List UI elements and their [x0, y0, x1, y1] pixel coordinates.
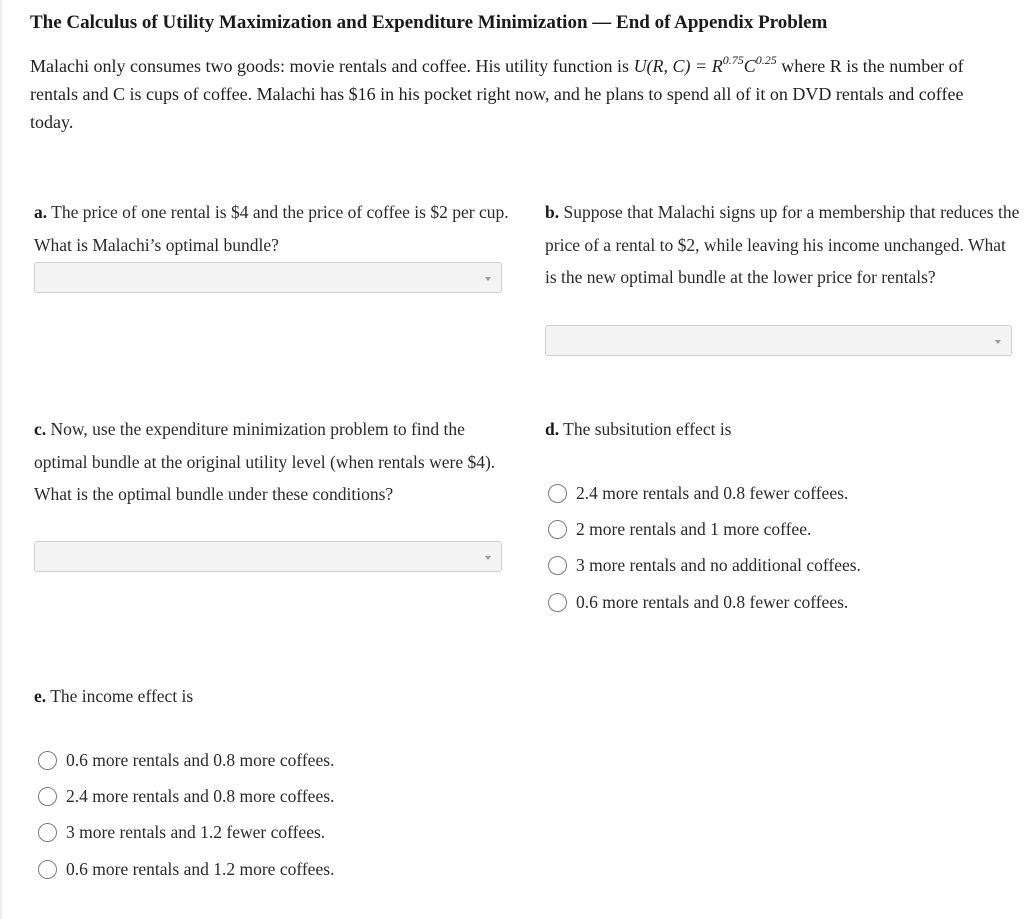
question-b-text: Suppose that Malachi signs up for a membership that reduces the price of a rental to $2, while leaving his income unchanged. What is the new optimal bundle at the lower price for rentals? — [545, 202, 1020, 287]
option-d-1[interactable] — [548, 475, 861, 511]
formula-lhs: U(R, C) = — [633, 56, 712, 76]
option-label: 3 more rentals and no additional coffees. — [576, 555, 861, 576]
radio-button[interactable] — [548, 556, 567, 575]
option-label: 2.4 more rentals and 0.8 fewer coffees. — [576, 482, 849, 503]
option-label: 2 more rentals and 1 more coffee. — [576, 518, 812, 539]
intro-text-1: Malachi only consumes two goods: movie rentals and coffee. His utility function is — [30, 56, 634, 76]
question-d — [545, 413, 1015, 446]
formula-r: R — [711, 56, 723, 76]
option-label: 2.4 more rentals and 0.8 more coffees. — [66, 785, 335, 806]
intro-text-2: where R is the number of rentals and C is cups of coffee. Malachi has $16 in his pocket right now, and he plans to spend all of it on DVD rentals and coffee today. — [30, 56, 964, 132]
question-b-label: b. — [545, 202, 560, 222]
option-label: 0.6 more rentals and 1.2 more coffees. — [66, 858, 335, 879]
radio-button[interactable] — [548, 484, 567, 503]
page-title: The Calculus of Utility Maximization and Expenditure Minimization — End of Appendix Problem — [30, 12, 828, 33]
option-e-2[interactable] — [38, 778, 334, 814]
chevron-down-icon — [485, 556, 491, 560]
answer-c-dropdown[interactable] — [34, 541, 502, 572]
question-a-label: a. — [34, 202, 48, 222]
formula-c-exponent: 0.25 — [755, 53, 777, 67]
option-label: 3 more rentals and 1.2 fewer coffees. — [66, 822, 326, 843]
answer-a-dropdown[interactable] — [34, 262, 502, 293]
question-c-text: Now, use the expenditure minimization problem to find the optimal bundle at the original utility level (when rentals were $4). What is the optimal bundle under these conditions? — [34, 419, 496, 504]
question-b — [545, 196, 1020, 294]
radio-button[interactable] — [38, 823, 57, 842]
question-d-label: d. — [545, 419, 560, 439]
left-border — [0, 0, 2, 919]
option-d-3[interactable] — [548, 548, 861, 584]
option-d-4[interactable] — [548, 584, 861, 620]
question-a-text: The price of one rental is $4 and the price of coffee is $2 per cup. What is Malachi’s optimal bundle? — [34, 202, 509, 255]
question-c — [34, 413, 514, 511]
question-e-label: e. — [34, 686, 47, 706]
question-d-text: The subsitution effect is — [559, 419, 732, 439]
problem-intro — [30, 52, 1000, 136]
answer-b-dropdown[interactable] — [545, 325, 1012, 356]
radio-button[interactable] — [38, 787, 57, 806]
question-d-options — [548, 475, 861, 620]
question-a — [34, 196, 514, 261]
radio-button[interactable] — [38, 751, 57, 770]
option-e-3[interactable] — [38, 815, 334, 851]
option-label: 0.6 more rentals and 0.8 more coffees. — [66, 749, 335, 770]
utility-formula — [633, 53, 777, 76]
formula-c: C — [743, 56, 756, 76]
radio-button[interactable] — [38, 860, 57, 879]
chevron-down-icon — [995, 340, 1001, 344]
question-c-label: c. — [34, 419, 47, 439]
question-e-options — [38, 742, 334, 887]
formula-r-exponent: 0.75 — [722, 53, 744, 67]
option-d-2[interactable] — [548, 511, 861, 547]
question-e-text: The income effect is — [46, 686, 194, 706]
radio-button[interactable] — [548, 593, 567, 612]
option-e-4[interactable] — [38, 851, 334, 887]
option-label: 0.6 more rentals and 0.8 fewer coffees. — [576, 591, 849, 612]
chevron-down-icon — [485, 277, 491, 281]
question-e — [34, 680, 514, 713]
option-e-1[interactable] — [38, 742, 334, 778]
radio-button[interactable] — [548, 520, 567, 539]
